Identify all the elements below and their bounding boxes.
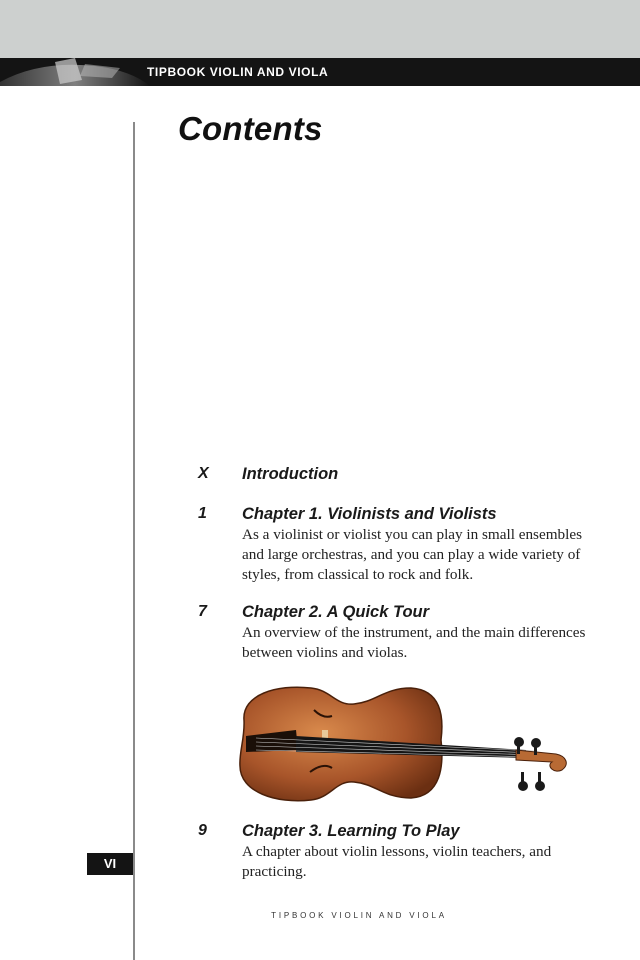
header-thumbnail-image bbox=[0, 58, 150, 86]
toc-entry-number: 1 bbox=[198, 505, 207, 522]
toc-entry-title[interactable]: Chapter 1. Violinists and Violists bbox=[242, 505, 497, 523]
running-footer bbox=[0, 911, 640, 920]
toc-entry-title[interactable]: Chapter 2. A Quick Tour bbox=[242, 603, 430, 621]
toc-entry-title[interactable]: Introduction bbox=[242, 465, 339, 483]
page-number-badge: VI bbox=[87, 853, 133, 875]
margin-rule bbox=[133, 122, 135, 960]
toc-entry-description: An overview of the instrument, and the main differences between violins and violas. bbox=[242, 624, 586, 661]
running-header-title: TIPBOOK VIOLIN AND VIOLA bbox=[147, 65, 329, 79]
toc-entry-number: X bbox=[198, 465, 209, 482]
toc-entry-number: 7 bbox=[198, 603, 207, 620]
violin-illustration bbox=[236, 680, 572, 805]
running-footer-title: TIPBOOK VIOLIN AND VIOLA bbox=[271, 911, 447, 920]
toc-entry-number: 9 bbox=[198, 822, 207, 839]
toc-entry-title[interactable]: Chapter 3. Learning To Play bbox=[242, 822, 460, 840]
page-title: Contents bbox=[178, 110, 323, 147]
toc-entry-description: As a violinist or violist you can play in small ensembles and large orchestras, and you can play a wide variety of styles, from classical to rock and folk. bbox=[242, 526, 582, 583]
running-header-band bbox=[0, 58, 640, 86]
top-gray-bar bbox=[0, 0, 640, 58]
toc-entry-description: A chapter about violin lessons, violin teachers, and practicing. bbox=[242, 843, 552, 880]
